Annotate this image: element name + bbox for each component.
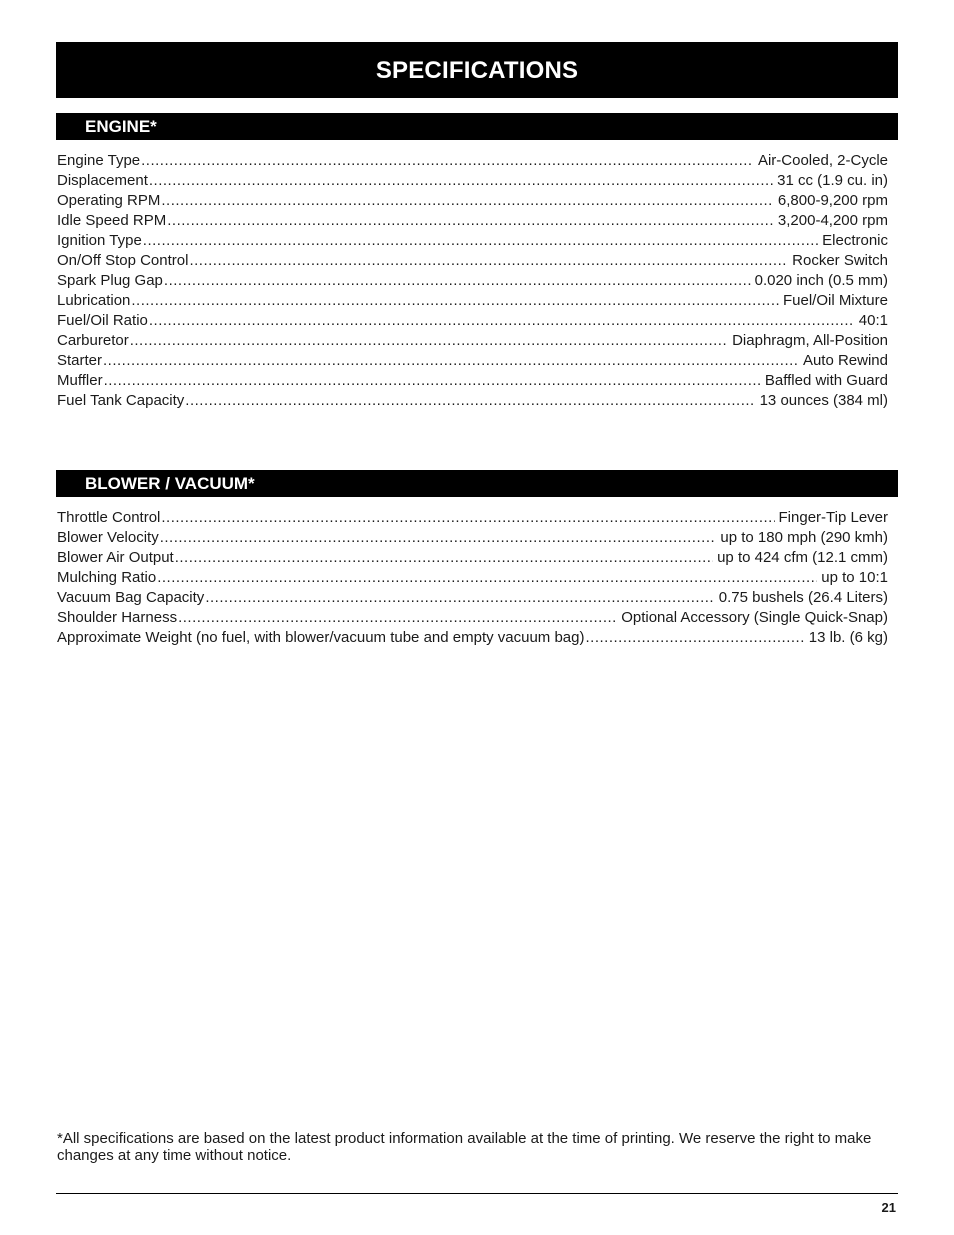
spec-value: Auto Rewind bbox=[802, 352, 888, 369]
spec-value: Air-Cooled, 2-Cycle bbox=[757, 152, 888, 169]
spec-value: 3,200-4,200 rpm bbox=[777, 212, 888, 229]
spec-row bbox=[57, 231, 888, 251]
spec-row bbox=[57, 191, 888, 211]
spec-value: 40:1 bbox=[858, 312, 888, 329]
spec-row bbox=[57, 371, 888, 391]
leader-dots bbox=[131, 291, 779, 311]
page-number: 21 bbox=[881, 1200, 896, 1215]
spec-value: Rocker Switch bbox=[792, 252, 888, 269]
spec-value: Fuel/Oil Mixture bbox=[782, 292, 888, 309]
spec-label: Displacement bbox=[57, 172, 148, 189]
leader-dots bbox=[161, 508, 774, 528]
leader-dots bbox=[185, 391, 755, 411]
spec-value: Baffled with Guard bbox=[764, 372, 888, 389]
leader-dots bbox=[586, 628, 805, 648]
spec-label: Engine Type bbox=[57, 152, 141, 169]
spec-row bbox=[57, 351, 888, 371]
spec-row bbox=[57, 588, 888, 608]
spec-label: Shoulder Harness bbox=[57, 609, 178, 626]
spec-row bbox=[57, 548, 888, 568]
section-header-engine bbox=[56, 113, 898, 140]
leader-dots bbox=[149, 171, 773, 191]
leader-dots bbox=[178, 608, 617, 628]
spec-row bbox=[57, 311, 888, 331]
spec-label: Fuel Tank Capacity bbox=[57, 392, 185, 409]
spec-value: Diaphragm, All-Position bbox=[732, 332, 888, 349]
spec-label: Ignition Type bbox=[57, 232, 142, 249]
spec-row bbox=[57, 171, 888, 191]
spec-row bbox=[57, 608, 888, 628]
leader-dots bbox=[149, 311, 855, 331]
leader-dots bbox=[167, 211, 774, 231]
spec-value: 0.75 bushels (26.4 Liters) bbox=[718, 589, 888, 606]
spec-value: 13 ounces (384 ml) bbox=[759, 392, 888, 409]
spec-row bbox=[57, 391, 888, 411]
spec-value: Optional Accessory (Single Quick-Snap) bbox=[621, 609, 888, 626]
leader-dots bbox=[143, 231, 818, 251]
spec-value: up to 10:1 bbox=[821, 569, 888, 586]
leader-dots bbox=[161, 191, 774, 211]
section-header-blower-vacuum bbox=[56, 470, 898, 497]
blower-vacuum-spec-list bbox=[57, 508, 888, 648]
spec-label: Fuel/Oil Ratio bbox=[57, 312, 148, 329]
leader-dots bbox=[103, 351, 799, 371]
spec-label: Approximate Weight (no fuel, with blower/vacuum tube and empty vacuum bag) bbox=[57, 629, 585, 646]
spec-label: Muffler bbox=[57, 372, 103, 389]
spec-row bbox=[57, 251, 888, 271]
leader-dots bbox=[130, 331, 728, 351]
spec-label: Blower Velocity bbox=[57, 529, 159, 546]
spec-value: 13 lb. (6 kg) bbox=[808, 629, 888, 646]
spec-value: 6,800-9,200 rpm bbox=[777, 192, 888, 209]
footer-divider bbox=[56, 1193, 898, 1194]
spec-value: 0.020 inch (0.5 mm) bbox=[754, 272, 888, 289]
page-title: SPECIFICATIONS bbox=[375, 57, 579, 84]
leader-dots bbox=[164, 271, 751, 291]
spec-label: Spark Plug Gap bbox=[57, 272, 163, 289]
section-heading-engine: ENGINE* bbox=[85, 116, 157, 136]
spec-value: Electronic bbox=[822, 232, 888, 249]
spec-value: Finger-Tip Lever bbox=[778, 509, 888, 526]
spec-label: Blower Air Output bbox=[57, 549, 174, 566]
leader-dots bbox=[205, 588, 714, 608]
spec-row bbox=[57, 291, 888, 311]
spec-row bbox=[57, 568, 888, 588]
spec-value: 31 cc (1.9 cu. in) bbox=[777, 172, 888, 189]
spec-row bbox=[57, 508, 888, 528]
leader-dots bbox=[141, 151, 754, 171]
spec-label: Throttle Control bbox=[57, 509, 161, 526]
spec-label: Starter bbox=[57, 352, 103, 369]
section-heading-blower-vacuum: BLOWER / VACUUM* bbox=[85, 473, 255, 493]
spec-row bbox=[57, 628, 888, 648]
spec-row bbox=[57, 271, 888, 291]
spec-label: Mulching Ratio bbox=[57, 569, 157, 586]
page-title-bar bbox=[56, 42, 898, 98]
spec-row bbox=[57, 211, 888, 231]
leader-dots bbox=[104, 371, 761, 391]
engine-spec-list bbox=[57, 151, 888, 411]
leader-dots bbox=[175, 548, 713, 568]
spec-label: Operating RPM bbox=[57, 192, 161, 209]
spec-row bbox=[57, 151, 888, 171]
spec-value: up to 424 cfm (12.1 cmm) bbox=[717, 549, 888, 566]
spec-label: Carburetor bbox=[57, 332, 129, 349]
spec-label: Lubrication bbox=[57, 292, 131, 309]
leader-dots bbox=[189, 251, 788, 271]
spec-label: On/Off Stop Control bbox=[57, 252, 189, 269]
spec-label: Idle Speed RPM bbox=[57, 212, 167, 229]
leader-dots bbox=[160, 528, 717, 548]
spec-row bbox=[57, 331, 888, 351]
footnote: *All specifications are based on the latest product information available at the time of printing. We reserve the right to make changes at any time without notice. bbox=[57, 1130, 872, 1164]
spec-row bbox=[57, 528, 888, 548]
leader-dots bbox=[157, 568, 817, 588]
spec-value: up to 180 mph (290 kmh) bbox=[720, 529, 888, 546]
spec-label: Vacuum Bag Capacity bbox=[57, 589, 205, 606]
